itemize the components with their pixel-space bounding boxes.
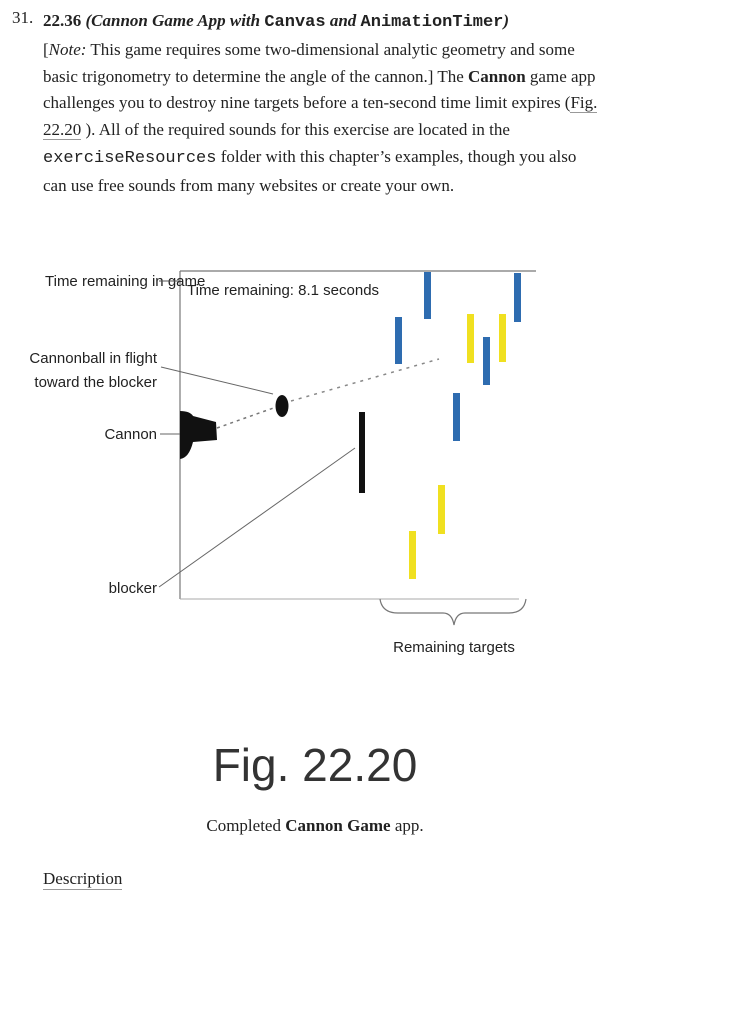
target-yellow-4: [409, 531, 416, 579]
cannon-game-figure: [29, 262, 543, 662]
description-link[interactable]: Description: [43, 869, 123, 888]
body-text-2: ). All of the required sounds for this exercise are located in the: [81, 120, 510, 140]
label-cannonball-line-1: Cannonball in flight: [29, 350, 157, 367]
note-open: [: [43, 39, 49, 59]
title-part-1: (Cannon Game App with: [85, 11, 265, 30]
label-blocker: blocker: [108, 580, 157, 597]
time-remaining-text: Time remaining: 8.1 seconds: [187, 282, 380, 299]
target-blue-3: [395, 317, 402, 364]
body-text-1: game app challenges you to destroy nine targets before a ten-second time limit expires (: [43, 66, 596, 113]
title-code-canvas: Canvas: [264, 13, 326, 32]
cannonball-leader-line: [161, 367, 273, 394]
blocker-leader-line: [159, 448, 355, 587]
title-part-2: and: [325, 11, 361, 30]
exercise-id: 22.36: [43, 11, 82, 30]
figure-title: Fig. 22.20: [212, 739, 418, 791]
cannonball: [276, 395, 289, 417]
note-text: This game requires some two-dimensional analytic geometry and some basic trigonometry to determine the angle of the cannon.] The: [43, 39, 575, 86]
caption-suffix: app.: [390, 816, 424, 835]
target-blue-1: [424, 272, 431, 319]
exercise-number: 31.: [12, 8, 34, 27]
label-time-remaining-in-game: Time remaining in game: [45, 273, 206, 290]
target-yellow-1: [467, 314, 474, 363]
cannon-trajectory: [217, 406, 279, 428]
targets-brace: [380, 599, 526, 625]
label-remaining-targets: Remaining targets: [393, 639, 515, 656]
code-exercise-resources: exerciseResources: [43, 148, 217, 168]
title-code-animationtimer: AnimationTimer: [360, 13, 504, 32]
label-cannon: Cannon: [104, 426, 157, 443]
caption-bold: Cannon Game: [285, 816, 391, 835]
ball-trajectory: [291, 359, 439, 401]
target-blue-5: [453, 393, 460, 441]
note-label: Note:: [48, 39, 87, 59]
target-yellow-3: [438, 485, 445, 534]
blocker: [359, 412, 365, 493]
app-name: Cannon: [468, 66, 526, 86]
body-text-3: folder with this chapter’s examples, though you also can use free sounds from many websites or create your own.: [43, 146, 577, 195]
fig-22-20-link[interactable]: Fig. 22.20: [43, 93, 598, 140]
exercise-paragraph: [43, 8, 603, 200]
figure-caption: [0, 816, 630, 836]
cannon-icon: [180, 411, 217, 459]
target-blue-4: [483, 337, 490, 385]
caption-prefix: Completed: [206, 816, 286, 835]
target-yellow-2: [499, 314, 506, 362]
target-blue-2: [514, 273, 521, 322]
cannon-game-illustration: [29, 262, 543, 662]
label-cannonball-line-2: toward the blocker: [34, 374, 157, 391]
title-part-3: ): [503, 11, 510, 30]
